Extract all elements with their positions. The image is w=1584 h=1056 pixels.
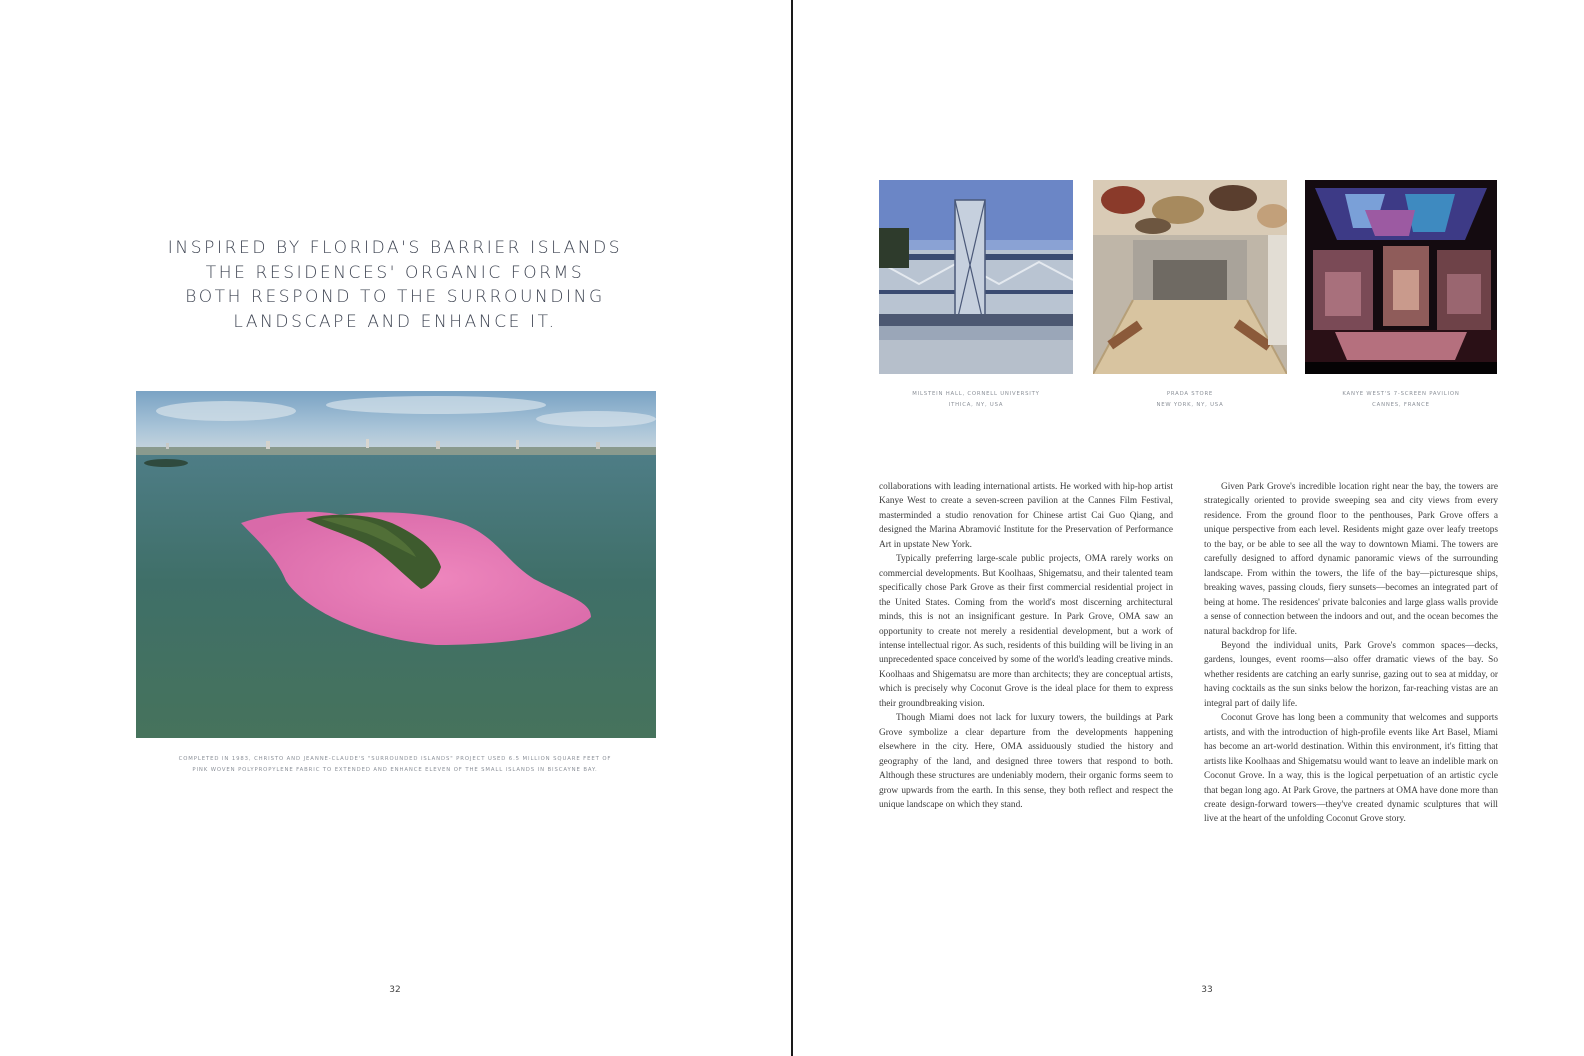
hero-caption — [150, 754, 640, 776]
thumbnail-caption-location: CANNES, FRANCE — [1372, 402, 1430, 408]
pull-quote — [140, 236, 650, 334]
body-paragraph: Coconut Grove has long been a community that welcomes and supports artists, and with the introduction of high-profile events like Art Basel, Miami has become an art-world destination. Within this environment, it's fitting that artists like Koolhaas and Shigematsu would want to leave an indelible mark on Coconut Grove. In a way, this is the logical perpetuation of an artistic cycle that began long ago. At Park Grove, the partners at OMA have done more than create design-forward towers—they've created dynamic sculptures that will live at the heart of the unfolding Coconut Grove story. — [1204, 713, 1498, 825]
left-page — [0, 0, 791, 1056]
body-column-right — [1204, 480, 1498, 827]
hero-caption-line: COMPLETED IN 1983, CHRISTO AND JEANNE-CLAUDE'S "SURROUNDED ISLANDS" PROJECT USED 6.5 MILLION SQUARE FEET OF — [178, 756, 612, 762]
pull-quote-line: THE RESIDENCES' ORGANIC FORMS — [205, 262, 585, 283]
thumbnail-caption-title: MILSTEIN HALL, CORNELL UNIVERSITY — [912, 391, 1040, 397]
thumbnail-caption-title: KANYE WEST'S 7-SCREEN PAVILION — [1342, 391, 1460, 397]
prada-store-photo — [1093, 180, 1287, 374]
thumbnail-caption — [866, 389, 1086, 411]
body-paragraph: collaborations with leading international artists. He worked with hip-hop artist Kanye West to create a seven-screen pavilion at the Cannes Film Festival, masterminded a studio renovation for Chinese artist Cai Guo Qiang, and designed the Marina Abramović Institute for the Preservation of Performance Art in upstate New York. — [879, 482, 1173, 550]
thumbnail-caption-location: ITHICA, NY, USA — [948, 402, 1004, 408]
thumbnail-caption-location: NEW YORK, NY, USA — [1156, 402, 1224, 408]
pull-quote-line: INSPIRED BY FLORIDA'S BARRIER ISLANDS — [167, 238, 623, 258]
milstein-hall-photo — [879, 180, 1073, 374]
body-paragraph: Beyond the individual units, Park Grove's common spaces—decks, gardens, lounges, event rooms—also offer dramatic views of the bay. So whether residents are catching an early sunrise, gazing out to sea at midday, or having cocktails as the sun sinks below the horizon, far-reaching vistas are an integral part of daily life. — [1204, 640, 1498, 709]
pull-quote-line: BOTH RESPOND TO THE SURROUNDING — [185, 287, 605, 307]
body-paragraph: Though Miami does not lack for luxury towers, the buildings at Park Grove symbolize a clear departure from the developments happening elsewhere in the city. Here, OMA assiduously studied the history and geography of the land, and designed three towers that respond to both. Although these structures are undeniably modern, their organic forms seem to grow upwards from the earth. In this sense, they both reflect and respect the unique landscape on which they stand. — [879, 713, 1173, 810]
kanye-pavilion-photo — [1305, 180, 1497, 374]
page-number: 33 — [1201, 985, 1213, 995]
hero-caption-line: PINK WOVEN POLYPROPYLENE FABRIC TO EXTENDED AND ENHANCE ELEVEN OF THE SMALL ISLANDS IN BISCAYNE BAY. — [192, 767, 598, 773]
right-page — [793, 0, 1584, 1056]
body-paragraph: Typically preferring large-scale public projects, OMA rarely works on commercial developments. But Koolhaas, Shigematsu, and their talented team specifically chose Park Grove as their first commercial residential project in the United States. Coming from the world's most discerning architectural minds, this is not an insignificant gesture. In Park Grove, OMA saw an opportunity to create not merely a residential development, but a work of intense intellectual rigor. As such, residents of this building will be living in an unprecedented space conceived by some of the world's leading creative minds. Koolhaas and Shigematsu are more than architects; they are conceptual artists, which is precisely why Coconut Grove is the ideal place for them to express their groundbreaking vision. — [879, 554, 1173, 709]
body-column-left — [879, 480, 1173, 812]
pull-quote-line: LANDSCAPE AND ENHANCE IT. — [233, 311, 557, 332]
page-number: 32 — [389, 985, 401, 995]
thumbnail-caption — [1291, 389, 1511, 411]
body-paragraph: Given Park Grove's incredible location right near the bay, the towers are strategically oriented to provide sweeping sea and city views from every residence. From the ground floor to the penthouses, Park Grove offers a unique perspective from each level. Residents might gaze over leafy treetops to the bay, or be able to see all the way to downtown Miami. The towers are carefully designed to afford dynamic panoramic views of the surrounding landscape. From within the towers, the life of the bay—picturesque ships, breaking waves, passing clouds, fiery sunsets—becomes an integrated part of being at home. The residences' private balconies and large glass walls provide a sense of connection between the indoors and out, and the ocean becomes the natural backdrop for life. — [1204, 482, 1498, 637]
thumbnail-caption-title: PRADA STORE — [1166, 391, 1214, 397]
surrounded-islands-photo — [136, 391, 656, 738]
thumbnail-caption — [1080, 389, 1300, 411]
